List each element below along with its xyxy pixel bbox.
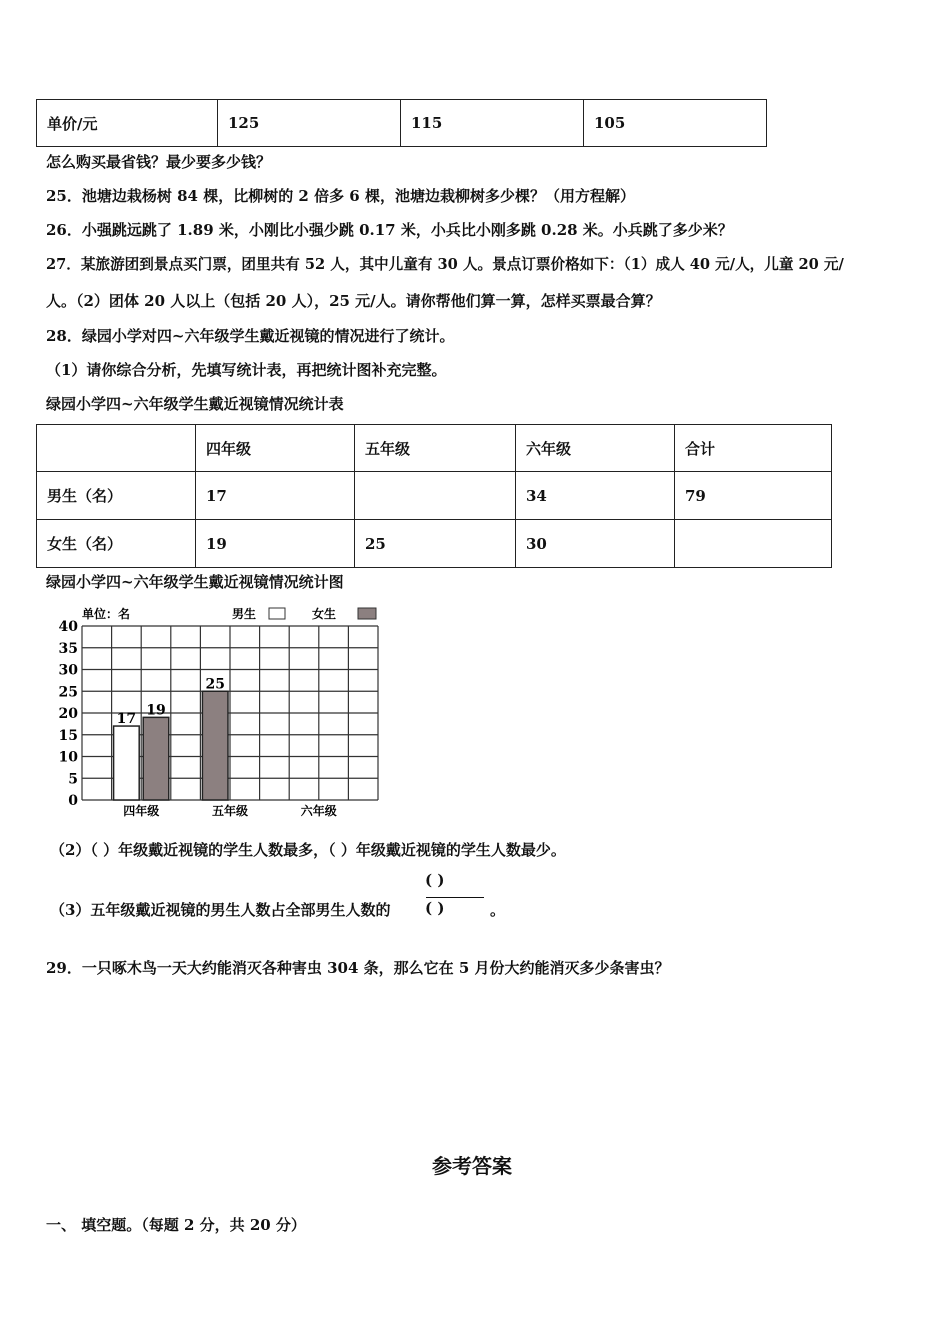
legend-label-girls: 女生 — [312, 607, 337, 621]
question-28-part1: （1）请你综合分析，先填写统计表，再把统计图补充完整。 — [46, 361, 447, 379]
fraction-denominator: ( ) — [425, 899, 445, 917]
legend-swatch-girls — [358, 608, 376, 619]
header-cell: 四年级 — [196, 425, 355, 472]
cell: 30 — [516, 520, 675, 568]
unit-label: 单位：名 — [82, 607, 131, 621]
x-category-label: 四年级 — [123, 804, 160, 818]
row-label: 男生（名） — [37, 472, 196, 520]
y-tick-label: 5 — [68, 771, 78, 788]
bar-data-label: 19 — [146, 702, 166, 719]
cell: 79 — [675, 472, 832, 520]
y-tick-label: 15 — [58, 727, 78, 744]
price-label: 单价/元 — [37, 100, 218, 147]
question-26: 26．小强跳远跳了 1.89 米，小刚比小强少跳 0.17 米，小兵比小刚多跳 0.28 米。小兵跳了多少米？ — [46, 221, 733, 239]
y-tick-label: 0 — [68, 793, 78, 809]
bar-boys — [114, 726, 140, 800]
question-25: 25．池塘边栽杨树 84 棵，比柳树的 2 倍多 6 棵，池塘边栽柳树多少棵？（用方程解） — [46, 187, 635, 205]
y-tick-label: 20 — [58, 706, 78, 722]
y-tick-label: 30 — [58, 662, 78, 679]
bar-girls — [143, 717, 169, 800]
bar-chart — [40, 600, 390, 820]
x-category-label: 六年级 — [300, 804, 337, 818]
table-title: 绿园小学四~六年级学生戴近视镜情况统计表 — [46, 395, 344, 413]
question-28-part3: （3）五年级戴近视镜的男生人数占全部男生人数的 — [50, 901, 391, 919]
answer-title: 参考答案 — [432, 1154, 512, 1178]
fraction-numerator: ( ) — [425, 871, 445, 889]
section-1-heading: 一、 填空题。（每题 2 分，共 20 分） — [46, 1216, 306, 1234]
cell: 34 — [516, 472, 675, 520]
period: 。 — [490, 901, 506, 919]
price-cell: 115 — [401, 100, 584, 147]
header-cell: 六年级 — [516, 425, 675, 472]
question-28-part2: （2）（ ）年级戴近视镜的学生人数最多，（ ）年级戴近视镜的学生人数最少。 — [50, 841, 566, 859]
legend-swatch-boys — [269, 608, 285, 619]
y-tick-label: 40 — [58, 619, 78, 635]
header-cell: 合计 — [675, 425, 832, 472]
x-category-label: 五年级 — [211, 804, 249, 818]
row-label: 女生（名） — [37, 520, 196, 568]
question-27-line1: 27．某旅游团到景点买门票，团里共有 52 人，其中儿童有 30 人。景点订票价格如下：（1）成人 40 元/人，儿童 20 元/ — [46, 256, 844, 273]
price-cell: 105 — [584, 100, 767, 147]
bar-girls — [202, 691, 228, 800]
y-tick-label: 25 — [58, 684, 78, 701]
chart-title: 绿园小学四~六年级学生戴近视镜情况统计图 — [46, 573, 344, 591]
cell: 19 — [196, 520, 355, 568]
q24-tail: 怎么购买最省钱？最少要多少钱？ — [46, 153, 272, 171]
cell — [355, 472, 516, 520]
header-cell — [37, 425, 196, 472]
bar-data-label: 17 — [116, 711, 137, 728]
bar-data-label: 25 — [205, 676, 225, 693]
question-27-line2: 人。（2）团体 20 人以上（包括 20 人），25 元/人。请你帮他们算一算，怎样买票最合算？ — [46, 292, 661, 310]
cell: 17 — [196, 472, 355, 520]
header-cell: 五年级 — [355, 425, 516, 472]
y-tick-label: 10 — [58, 749, 78, 766]
stat-table — [36, 424, 832, 568]
y-tick-label: 35 — [58, 640, 78, 657]
cell: 25 — [355, 520, 516, 568]
price-table — [36, 99, 767, 147]
cell — [675, 520, 832, 568]
price-cell: 125 — [218, 100, 401, 147]
question-29: 29．一只啄木鸟一天大约能消灭各种害虫 304 条，那么它在 5 月份大约能消灭多少条害虫？ — [46, 959, 670, 977]
legend-label-boys: 男生 — [232, 607, 257, 621]
question-28: 28．绿园小学对四~六年级学生戴近视镜的情况进行了统计。 — [46, 327, 455, 345]
fraction-bar — [426, 897, 484, 898]
table-row — [37, 520, 832, 568]
table-row — [37, 472, 832, 520]
